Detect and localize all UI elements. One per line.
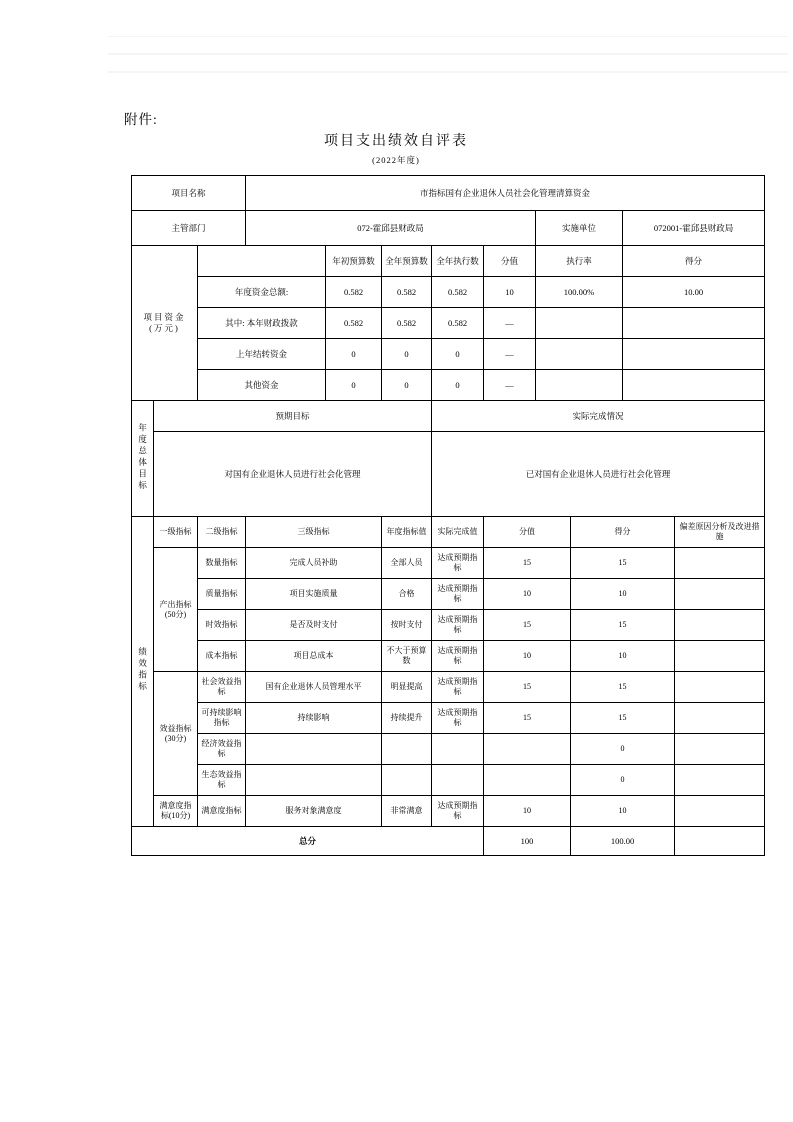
indicator-deviation-0-1 <box>675 579 765 610</box>
funds-row-0-begin: 0.582 <box>326 277 382 308</box>
funds-row-1-label: 其中: 本年财政拨款 <box>198 308 326 339</box>
table-row-indicator-header <box>132 517 765 548</box>
funds-row-3-score-value: — <box>484 370 536 401</box>
indicator-level3-0-2: 是否及时支付 <box>246 610 382 641</box>
table-row-indicator-1-1 <box>132 703 765 734</box>
indicator-target-0-1: 合格 <box>382 579 432 610</box>
indicator-level3-2-0: 服务对象满意度 <box>246 796 382 827</box>
table-row-funds-carryover <box>132 339 765 370</box>
table-row-funds-other <box>132 370 765 401</box>
indicator-level3-0-0: 完成人员补助 <box>246 548 382 579</box>
funds-row-0-exec: 0.582 <box>432 277 484 308</box>
annual-goal-expected-value: 对国有企业退休人员进行社会化管理 <box>154 432 432 517</box>
indicator-level3-0-3: 项目总成本 <box>246 641 382 672</box>
funds-row-2-label: 上年结转资金 <box>198 339 326 370</box>
page-subtitle: (2022年度) <box>372 155 420 165</box>
indicator-score-1-1: 15 <box>571 703 675 734</box>
funds-row-1-score <box>623 308 765 339</box>
indicator-level2-0-2: 时效指标 <box>198 610 246 641</box>
label-annual-goal-text: 年度总体目标 <box>137 422 148 492</box>
indicator-header-6: 得分 <box>571 517 675 548</box>
indicator-level2-1-0: 社会效益指标 <box>198 672 246 703</box>
indicator-deviation-1-0 <box>675 672 765 703</box>
funds-row-1-exec: 0.582 <box>432 308 484 339</box>
funds-header-0: 年初预算数 <box>326 246 382 277</box>
indicator-score-0-2: 15 <box>571 610 675 641</box>
attachment-label: 附件: <box>124 112 158 127</box>
label-project-funds <box>132 246 198 401</box>
funds-row-2-year: 0 <box>382 339 432 370</box>
funds-header-3: 分值 <box>484 246 536 277</box>
table-row-indicator-0-1 <box>132 579 765 610</box>
indicator-deviation-1-1 <box>675 703 765 734</box>
indicator-score-value-0-0: 15 <box>484 548 571 579</box>
indicator-target-2-0: 非常满意 <box>382 796 432 827</box>
label-performance-indicators-text: 绩效指标 <box>137 647 148 694</box>
indicator-header-2: 三级指标 <box>246 517 382 548</box>
funds-row-0-exec-rate: 100.00% <box>536 277 623 308</box>
table-row-indicator-0-0 <box>132 548 765 579</box>
funds-row-0-label: 年度资金总额: <box>198 277 326 308</box>
indicator-actual-0-3: 达成预期指标 <box>432 641 484 672</box>
title-block <box>118 130 674 166</box>
funds-row-0-score-value: 10 <box>484 277 536 308</box>
indicator-target-0-3: 不大于预算数 <box>382 641 432 672</box>
total-score-value: 100 <box>484 827 571 856</box>
table-row-total <box>132 827 765 856</box>
indicator-deviation-2-0 <box>675 796 765 827</box>
annual-goal-actual-header: 实际完成情况 <box>432 401 765 432</box>
indicator-level2-0-0: 数量指标 <box>198 548 246 579</box>
indicator-level3-1-0: 国有企业退休人员管理水平 <box>246 672 382 703</box>
table-row-indicator-1-3 <box>132 765 765 796</box>
indicator-level1-output: 产出指标(50分) <box>154 548 198 672</box>
indicator-target-1-1: 持续提升 <box>382 703 432 734</box>
funds-row-0-year: 0.582 <box>382 277 432 308</box>
performance-self-evaluation-table <box>131 175 765 856</box>
indicator-target-0-0: 全部人员 <box>382 548 432 579</box>
label-department: 主管部门 <box>132 211 246 246</box>
funds-row-3-exec: 0 <box>432 370 484 401</box>
indicator-score-value-1-2 <box>484 734 571 765</box>
funds-row-1-year: 0.582 <box>382 308 432 339</box>
table-row-indicator-2-0 <box>132 796 765 827</box>
indicator-score-1-0: 15 <box>571 672 675 703</box>
indicator-score-value-1-0: 15 <box>484 672 571 703</box>
table-row-funds-total <box>132 277 765 308</box>
table-row-indicator-0-3 <box>132 641 765 672</box>
indicator-score-2-0: 10 <box>571 796 675 827</box>
indicator-level3-1-2 <box>246 734 382 765</box>
label-performance-indicators <box>132 517 154 827</box>
table-row-indicator-1-2 <box>132 734 765 765</box>
indicator-score-1-3: 0 <box>571 765 675 796</box>
page-title: 项目支出绩效自评表 <box>324 134 468 149</box>
indicator-score-0-1: 10 <box>571 579 675 610</box>
indicator-score-value-1-1: 15 <box>484 703 571 734</box>
indicator-actual-2-0: 达成预期指标 <box>432 796 484 827</box>
indicator-level1-benefit: 效益指标(30分) <box>154 672 198 796</box>
indicator-target-1-2 <box>382 734 432 765</box>
indicator-actual-0-2: 达成预期指标 <box>432 610 484 641</box>
indicator-header-4: 实际完成值 <box>432 517 484 548</box>
funds-row-1-exec-rate <box>536 308 623 339</box>
indicator-score-0-3: 10 <box>571 641 675 672</box>
funds-row-3-label: 其他资金 <box>198 370 326 401</box>
funds-header-5: 得分 <box>623 246 765 277</box>
funds-row-2-score-value: — <box>484 339 536 370</box>
value-implementing-unit: 072001-霍邱县财政局 <box>623 211 765 246</box>
indicator-actual-1-2 <box>432 734 484 765</box>
label-project-name: 项目名称 <box>132 176 246 211</box>
funds-row-3-score <box>623 370 765 401</box>
funds-row-3-exec-rate <box>536 370 623 401</box>
indicator-deviation-0-0 <box>675 548 765 579</box>
indicator-score-value-0-3: 10 <box>484 641 571 672</box>
table-row-funds-header <box>132 246 765 277</box>
indicator-header-0: 一级指标 <box>154 517 198 548</box>
indicator-level2-2-0: 满意度指标 <box>198 796 246 827</box>
indicator-deviation-1-3 <box>675 765 765 796</box>
table-row-indicator-1-0 <box>132 672 765 703</box>
funds-header-1: 全年预算数 <box>382 246 432 277</box>
indicator-level3-1-1: 持续影响 <box>246 703 382 734</box>
indicator-actual-1-0: 达成预期指标 <box>432 672 484 703</box>
annual-goal-actual-value: 已对国有企业退休人员进行社会化管理 <box>432 432 765 517</box>
label-project-funds-unit: (万元) <box>149 323 180 333</box>
indicator-level2-1-3: 生态效益指标 <box>198 765 246 796</box>
indicator-actual-1-3 <box>432 765 484 796</box>
indicator-score-value-1-3 <box>484 765 571 796</box>
label-project-funds-text: 项目资金 <box>143 312 186 323</box>
funds-header-4: 执行率 <box>536 246 623 277</box>
funds-row-3-begin: 0 <box>326 370 382 401</box>
funds-row-0-score: 10.00 <box>623 277 765 308</box>
table-row-project-name <box>132 176 765 211</box>
indicator-score-value-0-1: 10 <box>484 579 571 610</box>
indicator-score-value-0-2: 15 <box>484 610 571 641</box>
funds-row-2-exec: 0 <box>432 339 484 370</box>
value-project-name: 市指标国有企业退休人员社会化管理清算资金 <box>246 176 765 211</box>
label-implementing-unit: 实施单位 <box>536 211 623 246</box>
funds-header-2: 全年执行数 <box>432 246 484 277</box>
indicator-score-1-2: 0 <box>571 734 675 765</box>
table-row-funds-appropriation <box>132 308 765 339</box>
value-department: 072-霍邱县财政局 <box>246 211 536 246</box>
funds-row-3-year: 0 <box>382 370 432 401</box>
indicator-level2-0-1: 质量指标 <box>198 579 246 610</box>
indicator-level2-0-3: 成本指标 <box>198 641 246 672</box>
table-row-department <box>132 211 765 246</box>
indicator-actual-0-0: 达成预期指标 <box>432 548 484 579</box>
funds-row-1-begin: 0.582 <box>326 308 382 339</box>
indicator-header-7: 偏差原因分析及改进措施 <box>675 517 765 548</box>
indicator-target-1-0: 明显提高 <box>382 672 432 703</box>
annual-goal-expected-header: 预期目标 <box>154 401 432 432</box>
label-annual-goal <box>132 401 154 517</box>
indicator-actual-0-1: 达成预期指标 <box>432 579 484 610</box>
funds-header-blank <box>198 246 326 277</box>
indicator-header-1: 二级指标 <box>198 517 246 548</box>
indicator-target-1-3 <box>382 765 432 796</box>
indicator-score-value-2-0: 10 <box>484 796 571 827</box>
total-score: 100.00 <box>571 827 675 856</box>
indicator-header-3: 年度指标值 <box>382 517 432 548</box>
funds-row-2-exec-rate <box>536 339 623 370</box>
indicator-level1-satisfaction: 满意度指标(10分) <box>154 796 198 827</box>
indicator-deviation-0-2 <box>675 610 765 641</box>
indicator-deviation-1-2 <box>675 734 765 765</box>
indicator-score-0-0: 15 <box>571 548 675 579</box>
indicator-header-5: 分值 <box>484 517 571 548</box>
table-row-indicator-0-2 <box>132 610 765 641</box>
table-row-annual-goal-values <box>132 432 765 517</box>
table-row-annual-goal-header <box>132 401 765 432</box>
total-label: 总分 <box>132 827 484 856</box>
funds-row-1-score-value: — <box>484 308 536 339</box>
indicator-actual-1-1: 达成预期指标 <box>432 703 484 734</box>
funds-row-2-score <box>623 339 765 370</box>
indicator-target-0-2: 按时支付 <box>382 610 432 641</box>
indicator-level2-1-1: 可持续影响指标 <box>198 703 246 734</box>
indicator-level3-1-3 <box>246 765 382 796</box>
indicator-level3-0-1: 项目实施质量 <box>246 579 382 610</box>
indicator-level2-1-2: 经济效益指标 <box>198 734 246 765</box>
total-deviation <box>675 827 765 856</box>
funds-row-2-begin: 0 <box>326 339 382 370</box>
indicator-deviation-0-3 <box>675 641 765 672</box>
